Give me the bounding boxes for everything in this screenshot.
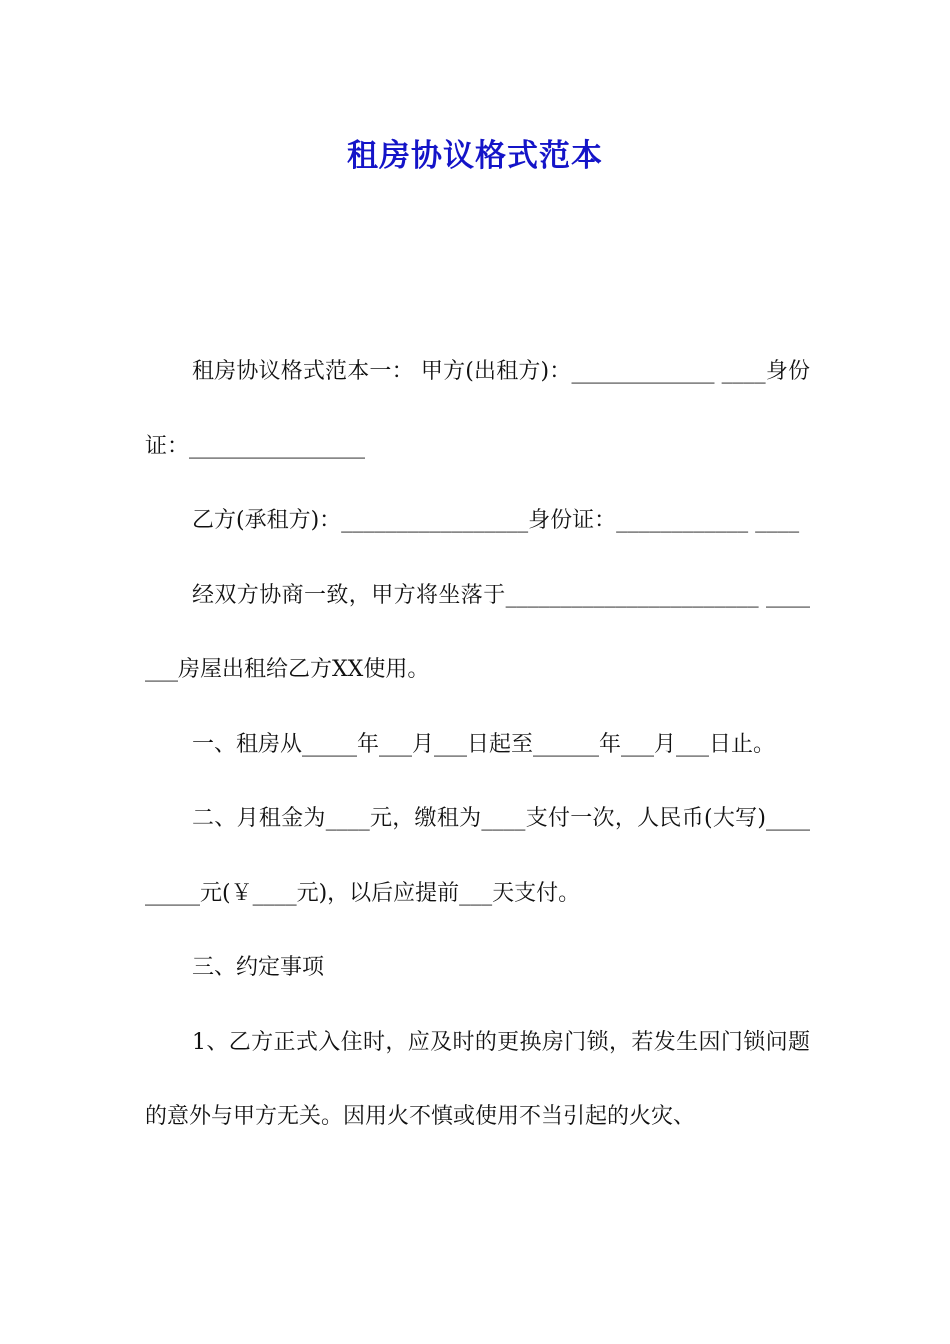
paragraph-term: 一、租房从_____年___月___日起至______年___月___日止。	[192, 731, 776, 757]
document-title: 租房协议格式范本	[347, 138, 603, 174]
paragraph-rent: 二、月租金为____元，缴租为____支付一次，人民币(大写)_________元(￥____元)，以后应提前___天支付。	[145, 806, 810, 906]
document-body	[145, 335, 810, 1155]
paragraph-party-a: 租房协议格式范本一： 甲方(出租方)：_____________ ____身份证：________________	[145, 359, 810, 459]
paragraph-party-b: 乙方(承租方)：_________________身份证：____________ ____	[192, 508, 800, 533]
paragraph-heading-terms: 三、约定事项	[192, 955, 325, 980]
paragraph-term-1: 1、乙方正式入住时，应及时的更换房门锁，若发生因门锁问题的意外与甲方无关。因用火不慎或使用不当引起的火灾、	[145, 1029, 810, 1129]
paragraph-property: 经双方协商一致，甲方将坐落于_______________________ _______房屋出租给乙方XX使用。	[145, 582, 810, 682]
